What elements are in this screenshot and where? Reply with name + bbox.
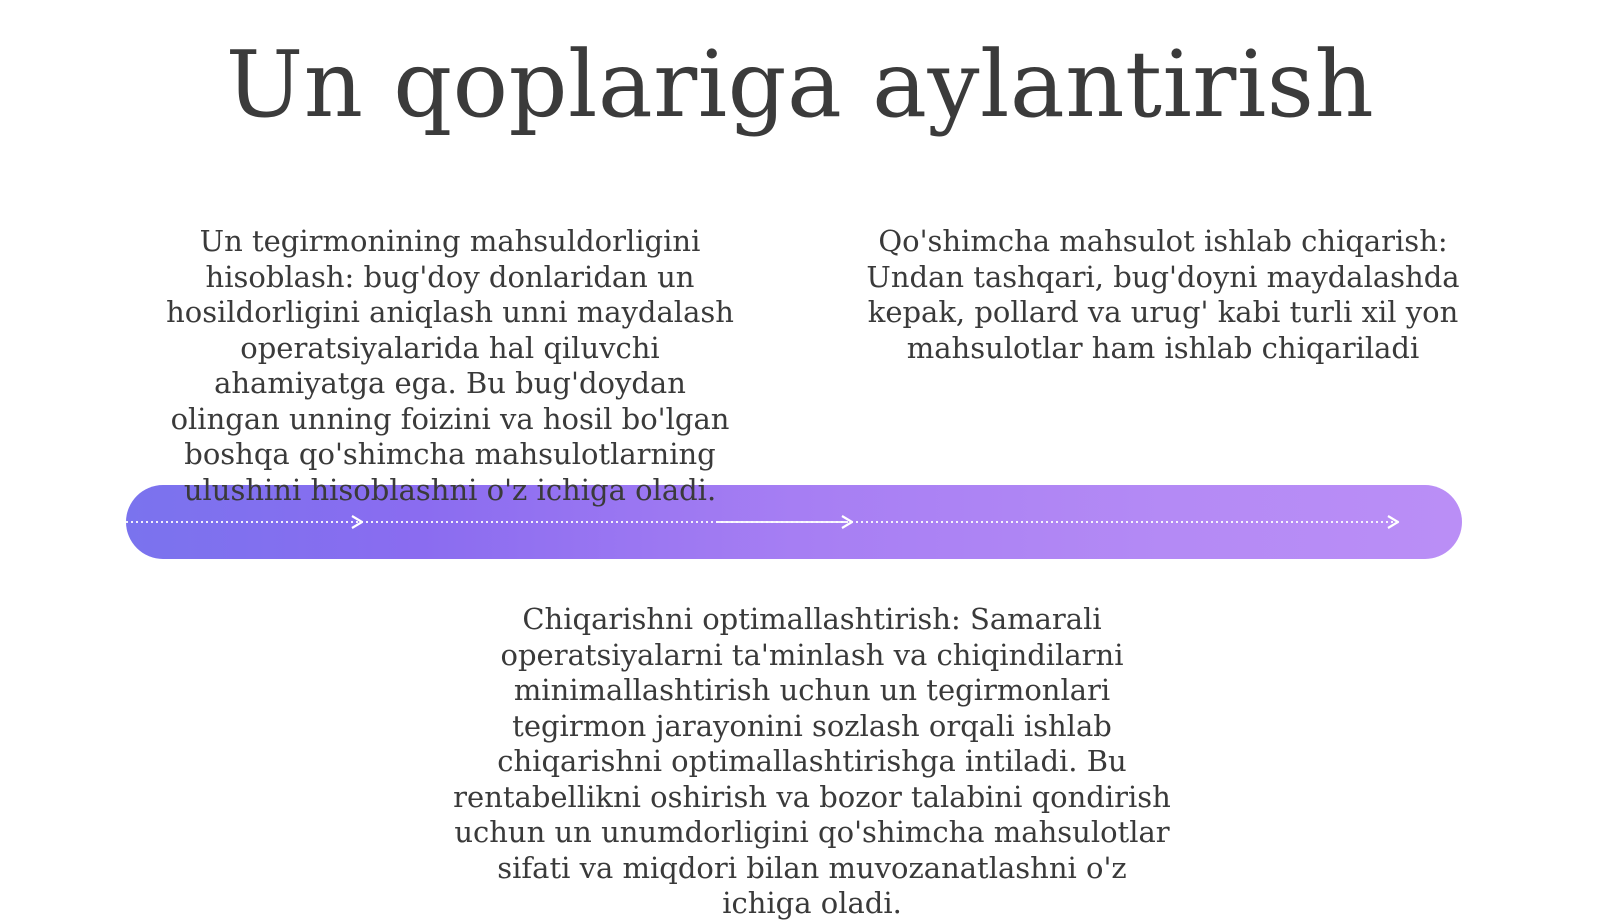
point-text-1: Un tegirmonining mahsuldorligini hisoblash: bug'doy donlaridan un hosildorligini aniqlash unni maydalash operatsiyalarida hal qiluvchi ahamiyatga ega. Bu bug'doydan olingan unning foizini va hosil bo'lgan boshqa qo'shimcha mahsulotlarning ulushini hisoblashni o'z ichiga oladi.: [166, 224, 734, 507]
point-text-2: Qo'shimcha mahsulot ishlab chiqarish: Undan tashqari, bug'doyni maydalashda kepak, pollard va urug' kabi turli xil yon mahsulotlar ham ishlab chiqariladi: [866, 224, 1460, 365]
point-text-3: Chiqarishni optimallashtirish: Samarali operatsiyalarni ta'minlash va chiqindilarni minimallashtirish uchun un tegirmonlari tegirmon jarayonini sozlash orqali ishlab chiqarishni optimallashtirishga intiladi. Bu rentabellikni oshirish va bozor talabini qondirish uchun un unumdorligini qo'shimcha mahsulotlar sifati va miqdori bilan muvozanatlashni o'z ichiga oladi.: [453, 602, 1171, 920]
page-title: Un qoplariga aylantirish: [225, 31, 1375, 138]
